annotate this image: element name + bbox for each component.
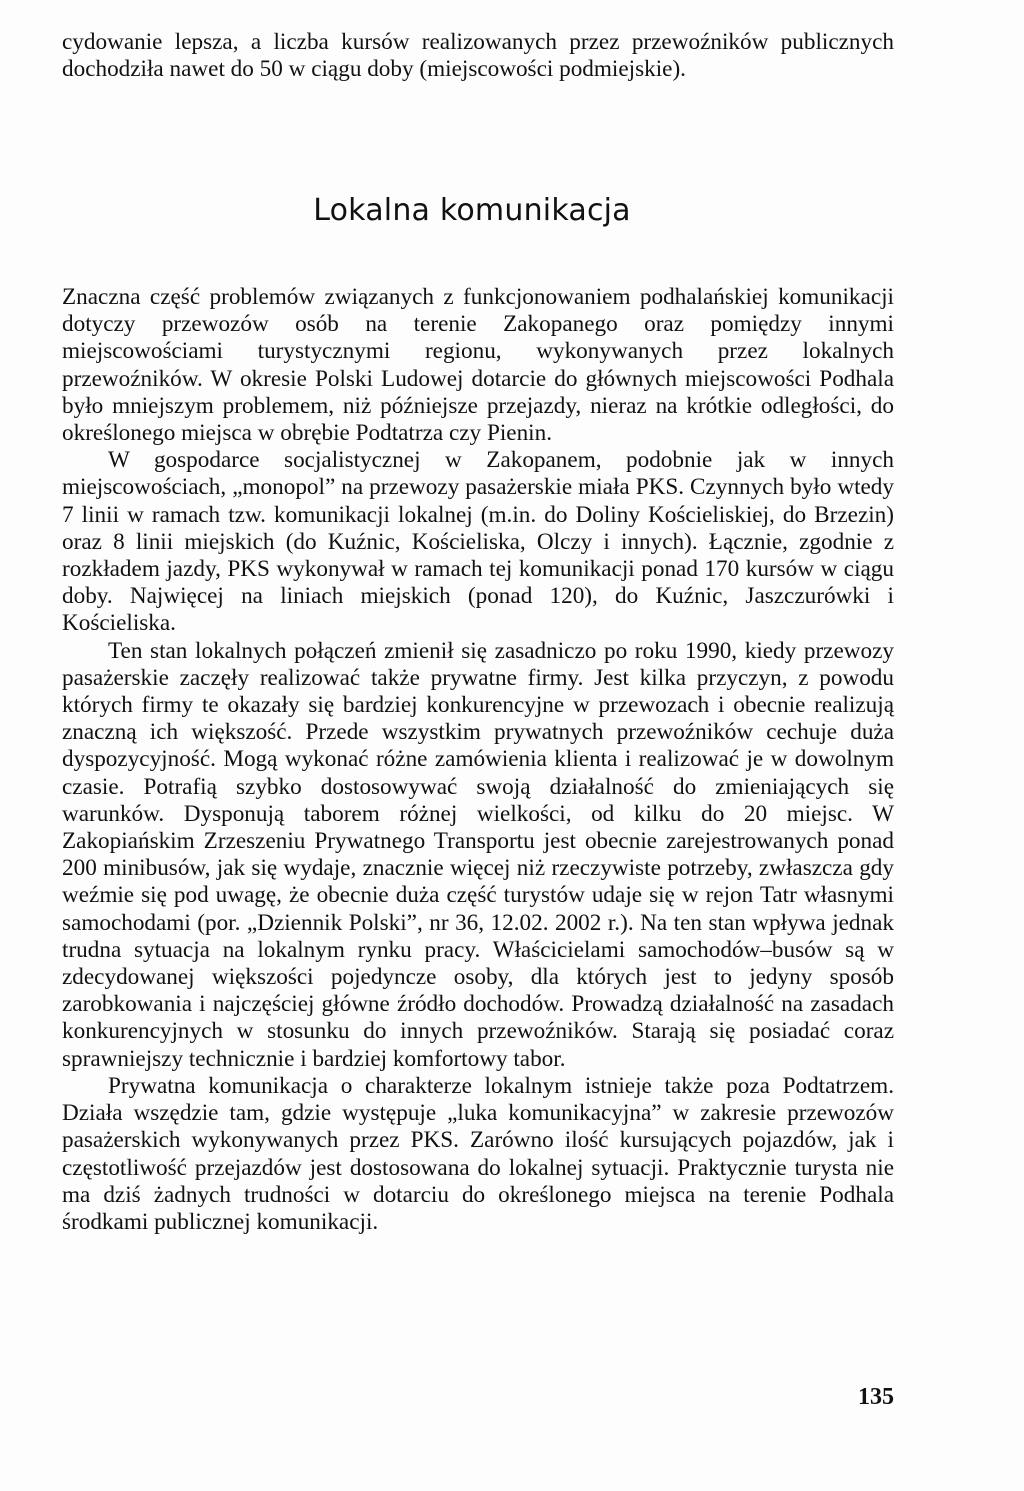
- body-paragraph-3: Ten stan lokalnych połączeń zmienił się zasadniczo po roku 1990, kiedy przewozy pasażerskie zaczęły realizować także prywatne firmy. Jest kilka przyczyn, z powodu których firmy te okazały się bardziej konkurencyjne w przewozach i obecnie realizują znaczną ich większość. Przede wszystkim prywatnych przewoźników cechuje duża dyspozycyjność. Mogą wykonać różne zamówienia klienta i realizować je w dowolnym czasie. Potrafią szybko dostosowywać swoją działalność do zmieniających się warunków. Dysponują taborem różnej wielkości, od kilku do 20 miejsc. W Zakopiańskim Zrzeszeniu Prywatnego Transportu jest obecnie zarejestrowanych ponad 200 minibusów, jak się wydaje, znacznie więcej niż rzeczywiste potrzeby, zwłaszcza gdy weźmie się pod uwagę, że obecnie duża część turystów udaje się w rejon Tatr własnymi samochodami (por. „Dziennik Polski”, nr 36, 12.02. 2002 r.). Na ten stan wpływa jednak trudna sytuacja na lokalnym rynku pracy. Właścicielami samochodów–busów są w zdecydowanej większości pojedyncze osoby, dla których jest to jedyny sposób zarobkowania i najczęściej główne źródło dochodów. Prowadzą działalność na zasadach konkurencyjnych w stosunku do innych przewoźników. Starają się posiadać coraz sprawniejszy technicznie i bardziej komfortowy tabor.: [62, 637, 894, 1072]
- intro-paragraph-block: [62, 29, 894, 83]
- page-number: 135: [858, 1384, 894, 1410]
- section-body: [62, 284, 894, 1236]
- body-paragraph-4: Prywatna komunikacja o charakterze lokalnym istnieje także poza Podtatrzem. Działa wszędzie tam, gdzie występuje „luka komunikacyjna” w zakresie przewozów pasażerskich wykonywanych przez PKS. Zarówno ilość kursujących pojazdów, jak i częstotliwość przejazdów jest dostosowana do lokalnej sytuacji. Praktycznie turysta nie ma dziś żadnych trudności w dotarciu do określonego miejsca na terenie Podhala środkami publicznej komunikacji.: [62, 1072, 894, 1235]
- body-paragraph-1: Znaczna część problemów związanych z funkcjonowaniem podhalańskiej komunikacji dotyczy przewozów osób na terenie Zakopanego oraz pomiędzy innymi miejscowościami turystycznymi regionu, wykonywanych przez lokalnych przewoźników. W okresie Polski Ludowej dotarcie do głównych miejscowości Podhala było mniejszym problemem, niż późniejsze przejazdy, nieraz na krótkie odległości, do określonego miejsca w obrębie Podtatrza czy Pienin.: [62, 284, 894, 447]
- intro-paragraph: cydowanie lepsza, a liczba kursów realizowanych przez przewoźników publicznych dochodziła nawet do 50 w ciągu doby (miejscowości podmiejskie).: [62, 29, 894, 83]
- section-title: Lokalna komunikacja: [313, 193, 631, 228]
- body-paragraph-2: W gospodarce socjalistycznej w Zakopanem, podobnie jak w innych miejscowościach, „monopol” na przewozy pasażerskie miała PKS. Czynnych było wtedy 7 linii w ramach tzw. komunikacji lokalnej (m.in. do Doliny Kościeliskiej, do Brzezin) oraz 8 linii miejskich (do Kuźnic, Kościeliska, Olczy i innych). Łącznie, zgodnie z rozkładem jazdy, PKS wykonywał w ramach tej komunikacji ponad 170 kursów w ciągu doby. Najwięcej na liniach miejskich (ponad 120), do Kuźnic, Jaszczurówki i Kościeliska.: [62, 447, 894, 637]
